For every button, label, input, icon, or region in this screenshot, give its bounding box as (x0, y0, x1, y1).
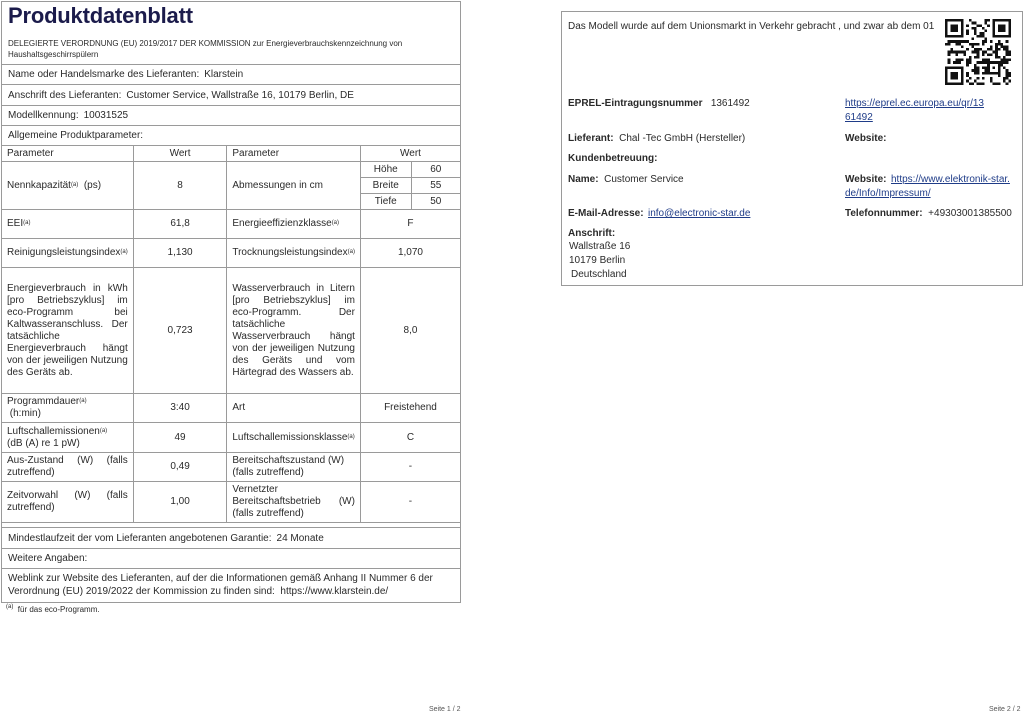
phone-label: Telefonnummer: (845, 208, 923, 219)
depth-value: 50 (411, 194, 460, 210)
eei-value: 61,8 (133, 210, 227, 239)
header-value-2: Wert (360, 146, 460, 162)
noise-emission-value: 49 (133, 423, 227, 453)
standby-value: - (360, 453, 460, 482)
footnote (6, 605, 100, 614)
noise-class-label-cell (227, 423, 361, 453)
standby-label: Bereitschaftszustand (W) (falls zutreffend) (227, 453, 361, 482)
model-value: 10031525 (83, 110, 129, 121)
further-info-row (2, 548, 460, 568)
supplier-value: Chal -Tec GmbH (Hersteller) (619, 133, 746, 144)
delay-start-label: Zeitvorwahl (W) (falls zutreffend) (2, 482, 133, 523)
noise-class-value: C (360, 423, 460, 453)
eprel-row (568, 98, 750, 109)
general-params-row (2, 125, 460, 145)
energy-consumption-value: 0,723 (133, 268, 227, 394)
market-date-text: Das Modell wurde auf dem Unionsmarkt in Verkehr gebracht , und zwar ab dem 01 (568, 21, 935, 32)
noise-emission-unit: (dB (A) re 1 pW) (7, 437, 80, 449)
eprel-link-line1[interactable]: https://eprel.ec.europa.eu/qr/13 (845, 98, 984, 109)
qr-code-icon[interactable] (945, 19, 1011, 85)
page-number-2: Seite 2 / 2 (989, 706, 1021, 713)
footnote-mark: (a) (23, 220, 31, 226)
model-row (2, 105, 460, 125)
footnote-mark: (a) (120, 249, 128, 255)
footnote-mark: (a) (331, 220, 340, 226)
supplier-row (2, 64, 460, 84)
weblink-text: Weblink zur Website des Lieferanten, auf der die Informationen gemäß Anhang II Nummer 6 der Verordnung (EU) 2019/2022 der Kommission zu finden sind: (8, 573, 433, 597)
supplier-label: Name oder Handelsmarke des Lieferanten: (8, 69, 200, 80)
program-duration-label: Programmdauer (7, 396, 80, 407)
address-line-3: Deutschland (571, 269, 627, 280)
address-row (2, 84, 460, 105)
page-number-1: Seite 1 / 2 (429, 706, 461, 713)
water-consumption-value: 8,0 (360, 268, 460, 394)
product-datasheet-page-1 (1, 1, 461, 603)
header-parameter-2: Parameter (227, 146, 361, 162)
address-label: Anschrift des Lieferanten: (8, 89, 122, 101)
website-label: Website: (845, 133, 887, 144)
cleaning-index-label: Reinigungsleistungsindex (7, 247, 121, 258)
address-line-1: Wallstraße 16 (569, 241, 631, 252)
eprel-label: EPREL-Eintragungsnummer (568, 98, 703, 109)
networked-standby-label: Vernetzter Bereitschaftsbetrieb (W) (falls zutreffend) (227, 482, 361, 523)
depth-label: Tiefe (360, 194, 411, 210)
warranty-value: 24 Monate (276, 532, 324, 544)
program-duration-value: 3:40 (133, 394, 227, 423)
weblink-url[interactable]: https://www.klarstein.de/ (280, 586, 389, 597)
height-label: Höhe (360, 162, 411, 178)
width-value: 55 (411, 178, 460, 194)
supplier-value: Klarstein (204, 69, 244, 80)
address-value: Customer Service, Wallstraße 16, 10179 Berlin, DE (126, 89, 354, 101)
drying-index-label: Trocknungsleistungsindex (232, 247, 348, 258)
eei-label: EEI (7, 218, 24, 229)
supplier-row (568, 133, 745, 144)
parameter-table (2, 145, 460, 523)
program-duration-unit: (h:min) (9, 408, 41, 419)
eprel-value: 1361492 (710, 98, 750, 109)
networked-standby-value: - (360, 482, 460, 523)
supplier-label: Lieferant: (568, 133, 614, 144)
website2-link-line1[interactable]: https://www.elektronik-star. (891, 174, 1010, 185)
contact-name-row (568, 174, 684, 185)
water-consumption-label: Wasserverbrauch in Litern [pro Betriebszyklus] im eco-Programm. Der tatsächliche Wasserverbrauch hängt von der jeweiligen Nutzung des Geräts und vom Härtegrad des Wassers ab. (227, 268, 361, 394)
drying-index-label-cell (227, 239, 361, 268)
website2-label: Website: (845, 174, 887, 185)
email-label: E-Mail-Adresse: (568, 208, 644, 219)
eprel-link-line2[interactable]: 61492 (845, 112, 873, 123)
phone-value: +49303001385500 (928, 208, 1012, 219)
type-value: Freistehend (360, 394, 460, 423)
weblink-block (8, 572, 454, 598)
weblink-row (2, 568, 460, 602)
footnote-mark: (a) (70, 181, 79, 188)
type-label: Art (227, 394, 361, 423)
noise-emission-label-cell (2, 423, 133, 453)
customer-support-label: Kundenbetreuung: (568, 153, 658, 164)
contact-name-value: Customer Service (604, 174, 684, 185)
phone-row (845, 208, 1012, 219)
footnote-mark: (a) (99, 427, 108, 434)
noise-emission-label: Luftschallemissionen (7, 425, 100, 437)
energy-class-label-cell (227, 210, 361, 239)
product-datasheet-page-2 (561, 11, 1023, 286)
header-parameter: Parameter (2, 146, 133, 162)
off-mode-label: Aus-Zustand (W) (falls zutreffend) (2, 453, 133, 482)
page-title: Produktdatenblatt (8, 3, 193, 28)
address-line-2: 10179 Berlin (569, 255, 626, 266)
width-label: Breite (360, 178, 411, 194)
energy-class-label: Energieeffizienzklasse (232, 218, 332, 229)
capacity-unit: (ps) (83, 179, 102, 191)
footnote-mark: (a) (6, 604, 14, 610)
warranty-row (2, 527, 460, 548)
capacity-value: 8 (133, 162, 227, 210)
delay-start-value: 1,00 (133, 482, 227, 523)
footnote-mark: (a) (347, 249, 355, 255)
postal-address-label: Anschrift: (568, 228, 616, 239)
contact-name-label: Name: (568, 174, 599, 185)
warranty-label: Mindestlaufzeit der vom Lieferanten angebotenen Garantie: (8, 532, 272, 544)
drying-index-value: 1,070 (360, 239, 460, 268)
energy-class-value: F (360, 210, 460, 239)
dimensions-label: Abmessungen in cm (227, 162, 361, 210)
email-link[interactable]: info@electronic-star.de (648, 208, 751, 219)
model-label: Modellkennung: (8, 110, 79, 121)
program-duration-label-cell (2, 394, 133, 423)
eei-label-cell (2, 210, 133, 239)
website2-link-line2[interactable]: de/Info/Impressum/ (845, 188, 931, 199)
height-value: 60 (411, 162, 460, 178)
regulation-subtitle: DELEGIERTE VERORDNUNG (EU) 2019/2017 DER KOMMISSION zur Energieverbrauchskennzeichnung von Haushaltsgeschirrspülern (8, 39, 403, 59)
capacity-label: Nennkapazität (7, 179, 71, 191)
noise-class-label: Luftschallemissionsklasse (232, 431, 348, 443)
cleaning-index-label-cell (2, 239, 133, 268)
energy-consumption-label: Energieverbrauch in kWh [pro Betriebszyklus] im eco-Programm bei Kaltwasseranschluss. Der tatsächliche Energieverbrauch hängt von der jeweiligen Nutzung des Geräts ab. (2, 268, 133, 394)
general-params-label: Allgemeine Produktparameter: (8, 130, 144, 141)
capacity-label-cell (2, 162, 133, 210)
footnote-mark: (a) (79, 398, 87, 404)
header-value: Wert (133, 146, 227, 162)
footnote-mark: (a) (347, 433, 355, 440)
further-info-label: Weitere Angaben: (8, 553, 88, 564)
cleaning-index-value: 1,130 (133, 239, 227, 268)
footnote-text: für das eco-Programm. (17, 605, 100, 614)
off-mode-value: 0,49 (133, 453, 227, 482)
